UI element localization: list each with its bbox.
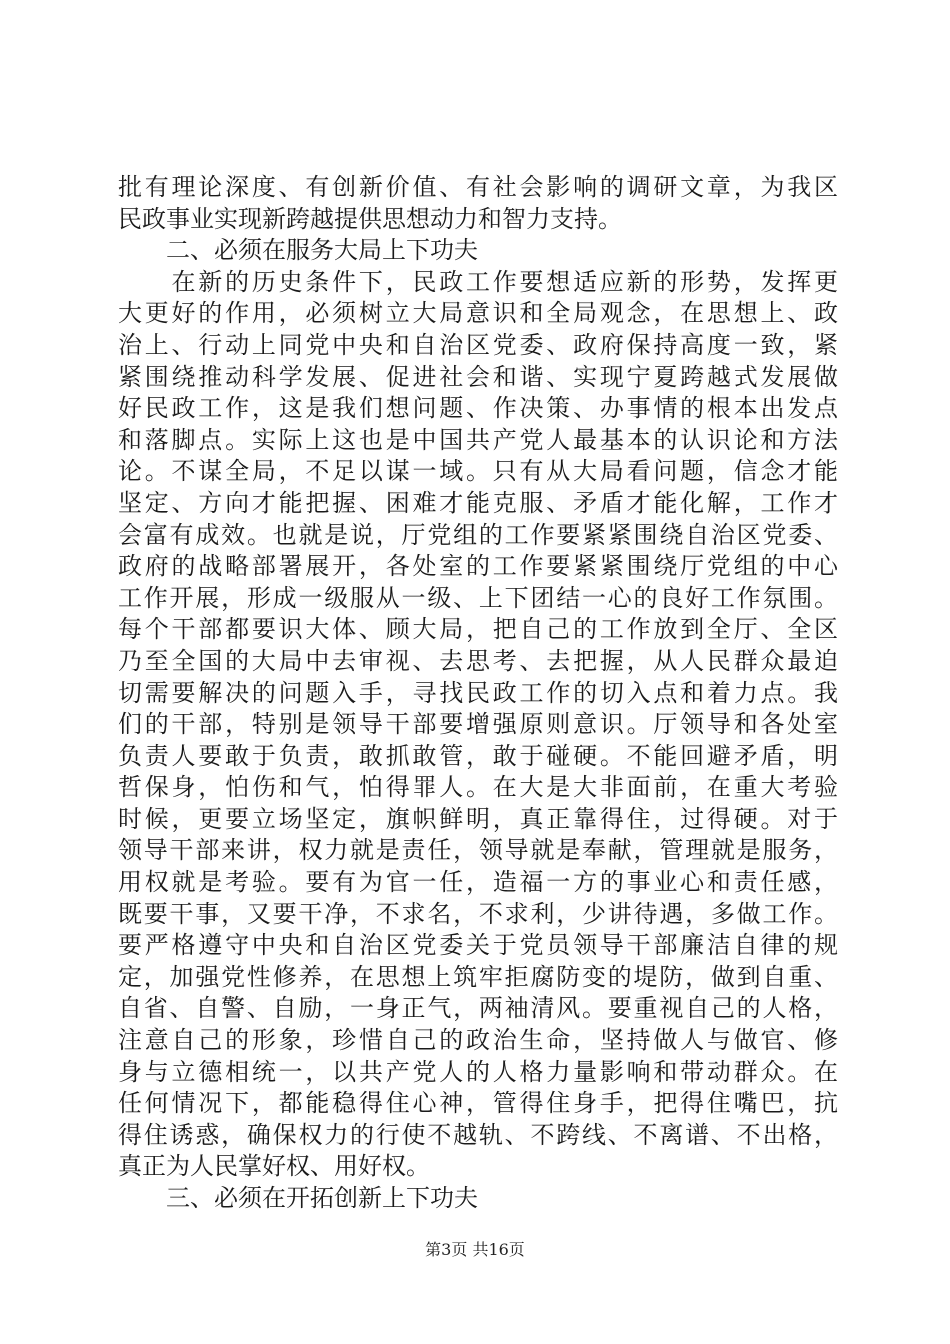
text-line: 民政事业实现新跨越提供思想动力和智力支持。 xyxy=(118,204,622,233)
text-line: 三、必须在开拓创新上下功夫 xyxy=(118,1184,478,1212)
page-footer: 第3页 共16页 xyxy=(425,1240,525,1259)
text-line: 紧围绕推动科学发展、促进社会和谐、实现宁夏跨越式发展做 xyxy=(118,362,838,391)
text-line: 身与立德相统一，以共产党人的人格力量影响和带动群众。在 xyxy=(118,1057,838,1086)
body-text xyxy=(118,172,838,1215)
text-line: 乃至全国的大局中去审视、去思考、去把握，从人民群众最迫 xyxy=(118,646,838,675)
text-line: 二、必须在服务大局上下功夫 xyxy=(118,236,478,265)
text-line: 坚定、方向才能把握、困难才能克服、矛盾才能化解，工作才 xyxy=(118,488,838,517)
text-line: 切需要解决的问题入手，寻找民政工作的切入点和着力点。我 xyxy=(118,678,838,707)
text-line: 在新的历史条件下，民政工作要想适应新的形势，发挥更 xyxy=(118,267,838,296)
text-line: 工作开展，形成一级服从一级、上下团结一心的良好工作氛围。 xyxy=(118,583,838,612)
text-line: 政府的战略部署展开，各处室的工作要紧紧围绕厅党组的中心 xyxy=(118,552,838,581)
text-line: 用权就是考验。要有为官一任，造福一方的事业心和责任感， xyxy=(118,868,838,897)
text-line: 负责人要敢于负责，敢抓敢管，敢于碰硬。不能回避矛盾，明 xyxy=(118,741,838,770)
text-line: 得住诱惑，确保权力的行使不越轨、不跨线、不离谱、不出格， xyxy=(118,1120,838,1149)
text-line: 哲保身，怕伤和气，怕得罪人。在大是大非面前，在重大考验 xyxy=(118,773,838,802)
text-line: 要严格遵守中央和自治区党委关于党员领导干部廉洁自律的规 xyxy=(118,931,838,960)
text-line: 任何情况下，都能稳得住心神，管得住身手，把得住嘴巴，抗 xyxy=(118,1089,838,1118)
text-line: 批有理论深度、有创新价值、有社会影响的调研文章，为我区 xyxy=(118,173,838,201)
text-line: 大更好的作用，必须树立大局意识和全局观念，在思想上、政 xyxy=(118,299,838,328)
text-line: 既要干事，又要干净，不求名，不求利，少讲待遇，多做工作。 xyxy=(118,899,838,928)
text-line: 每个干部都要识大体、顾大局，把自己的工作放到全厅、全区 xyxy=(118,615,838,644)
text-line: 治上、行动上同党中央和自治区党委、政府保持高度一致，紧 xyxy=(118,330,838,359)
text-line: 自省、自警、自励，一身正气，两袖清风。要重视自己的人格， xyxy=(118,994,838,1023)
text-line: 领导干部来讲，权力就是责任，领导就是奉献，管理就是服务， xyxy=(118,836,838,865)
text-line: 注意自己的形象，珍惜自己的政治生命，坚持做人与做官、修 xyxy=(118,1026,838,1055)
text-line: 定，加强党性修养，在思想上筑牢拒腐防变的堤防，做到自重、 xyxy=(118,962,838,991)
text-line: 时候，更要立场坚定，旗帜鲜明，真正靠得住，过得硬。对于 xyxy=(118,804,838,833)
text-line: 们的干部，特别是领导干部要增强原则意识。厅领导和各处室 xyxy=(118,710,838,739)
text-line: 好民政工作，这是我们想问题、作决策、办事情的根本出发点 xyxy=(118,394,838,423)
text-line: 和落脚点。实际上这也是中国共产党人最基本的认识论和方法 xyxy=(118,425,838,454)
text-line: 论。不谋全局，不足以谋一域。只有从大局看问题，信念才能 xyxy=(118,457,838,486)
text-line: 会富有成效。也就是说，厅党组的工作要紧紧围绕自治区党委、 xyxy=(118,520,838,549)
text-line: 真正为人民掌好权、用好权。 xyxy=(118,1152,430,1181)
